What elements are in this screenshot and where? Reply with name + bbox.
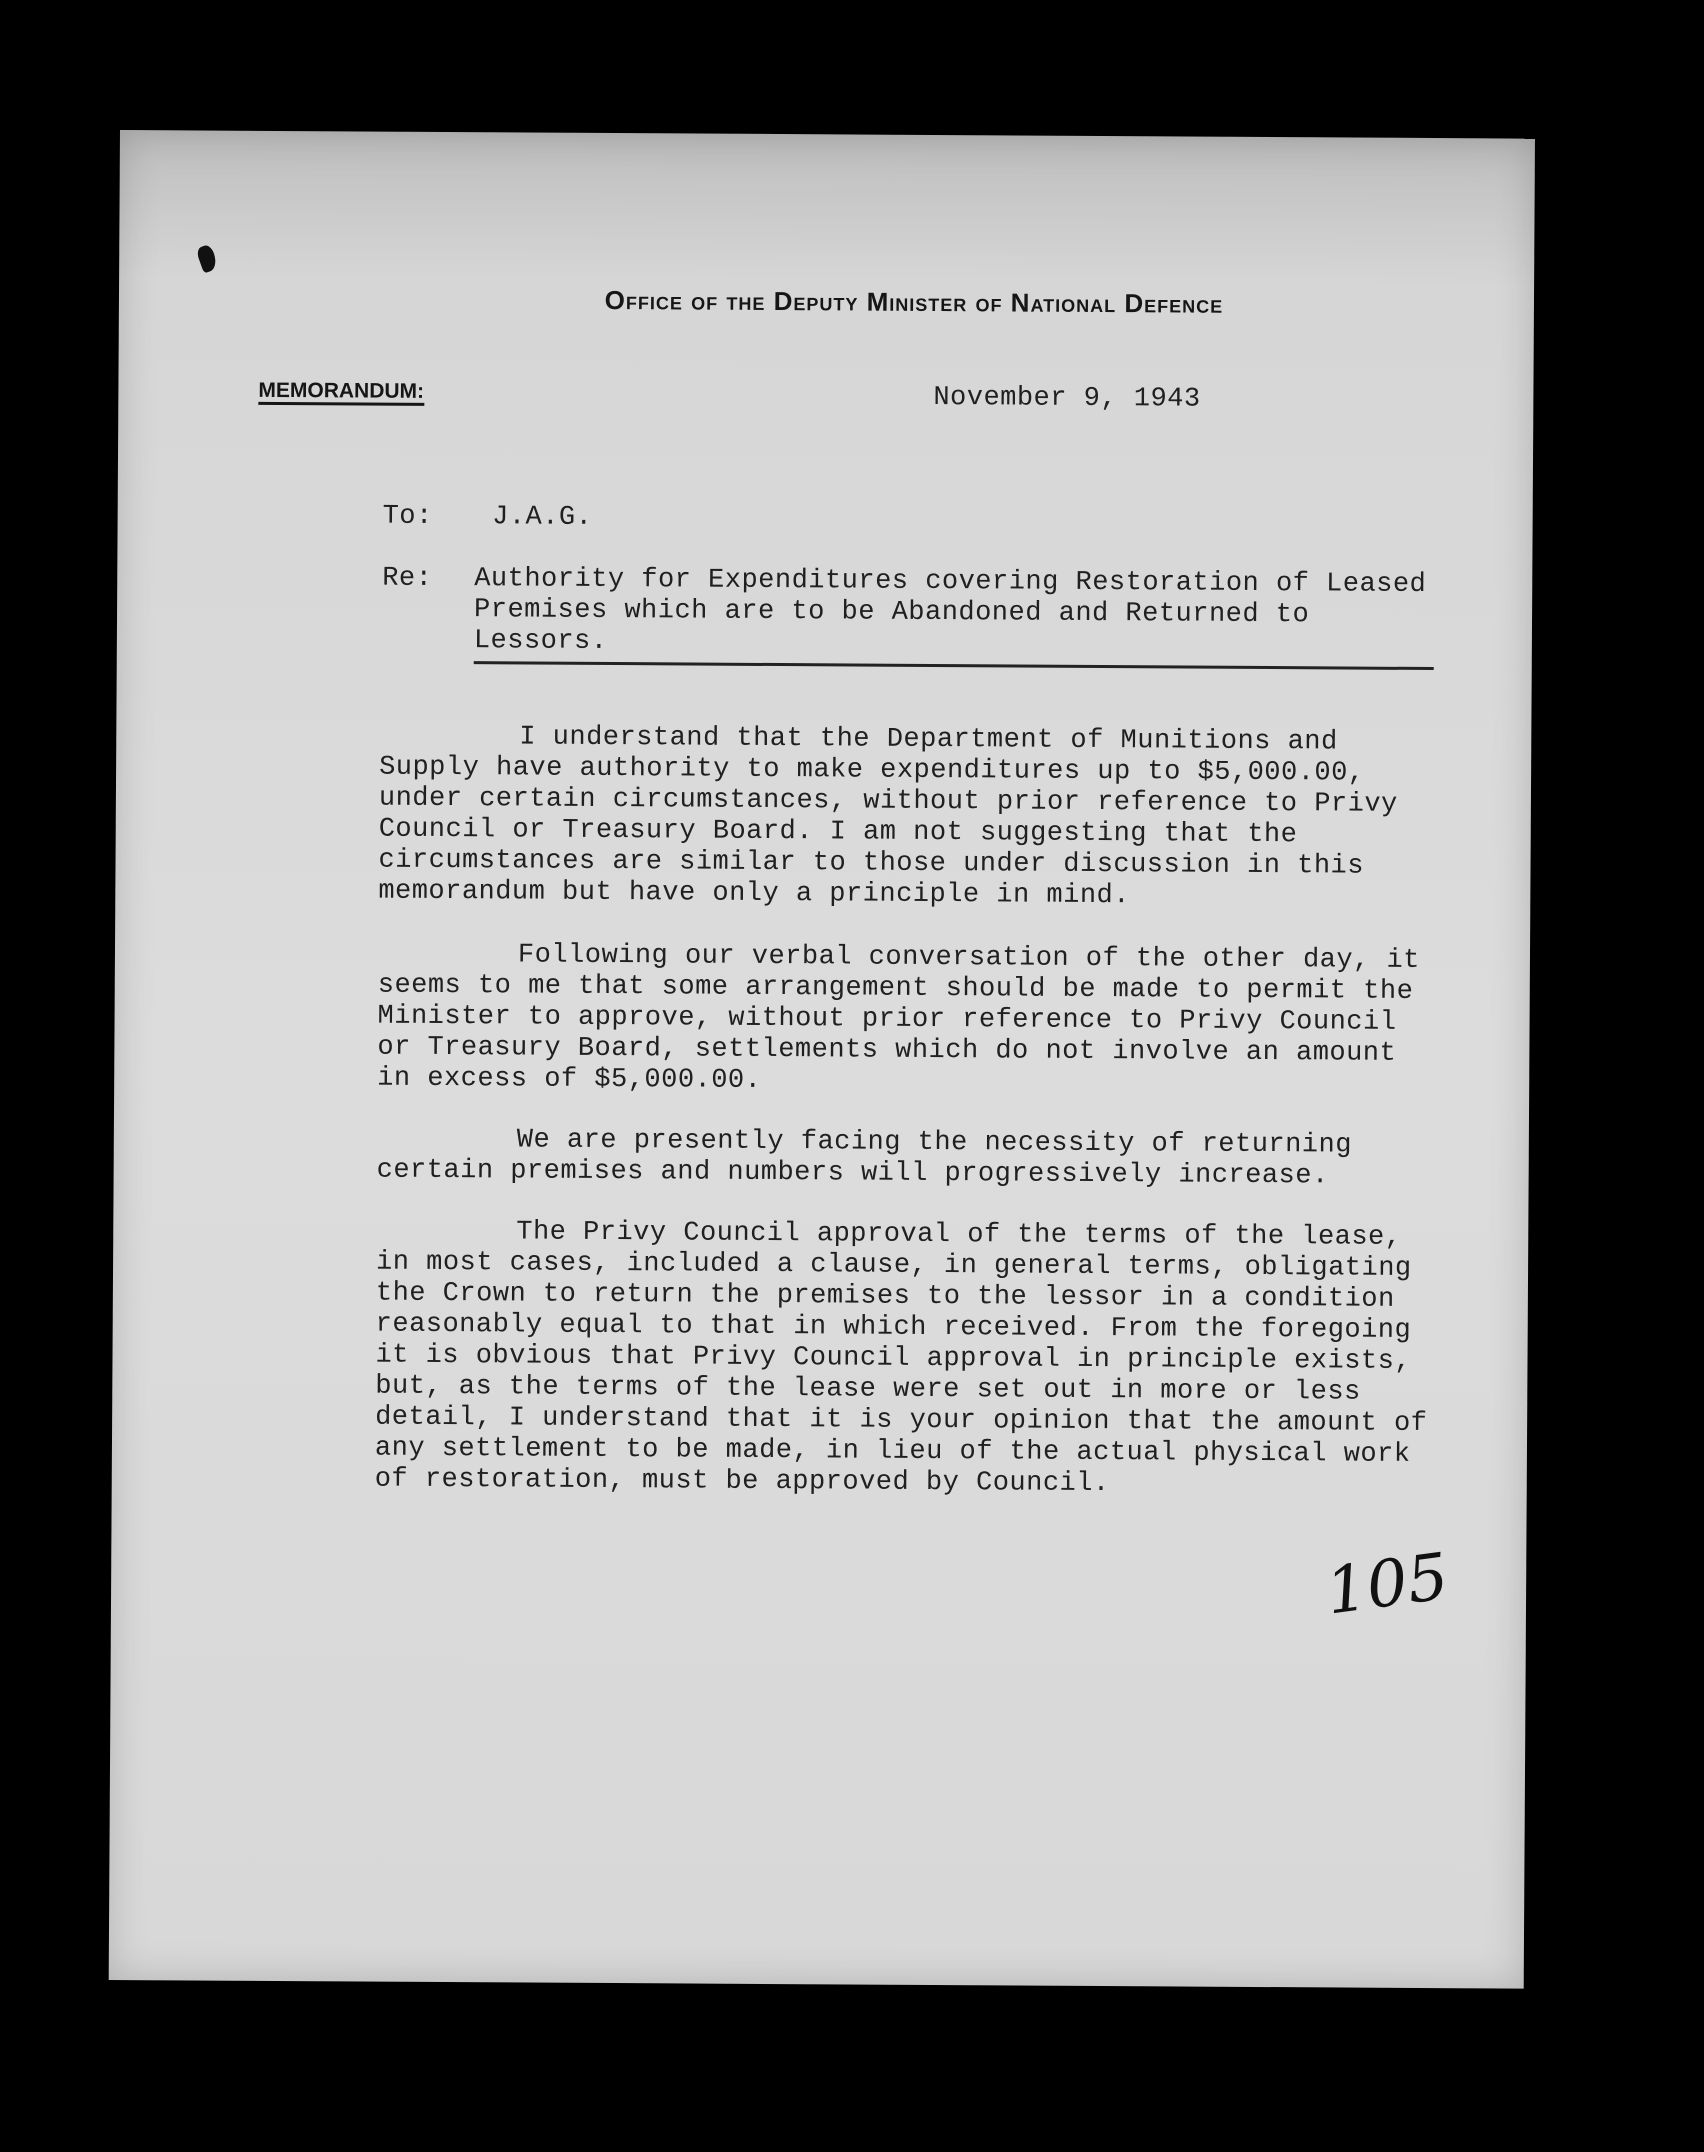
letterhead: Office of the Deputy Minister of National Defence bbox=[604, 284, 1224, 319]
to-recipient: J.A.G. bbox=[492, 502, 593, 533]
paragraph-4 bbox=[375, 1217, 1437, 1502]
paragraph-1-text: I understand that the Department of Munitions and Supply have authority to make expenditures up to $5,000.00, under certain circumstances, without prior reference to Privy Council or Treasury Board. I am not suggesting that the circumstances are similar to those under discussion in this memorandum but have only a principle in mind. bbox=[378, 722, 1398, 912]
paragraph-2 bbox=[377, 940, 1438, 1101]
handwritten-page-number: 105 bbox=[1321, 1539, 1453, 1630]
memorandum-label: MEMORANDUM: bbox=[258, 379, 424, 406]
paragraph-3 bbox=[377, 1125, 1437, 1193]
memo-date: November 9, 1943 bbox=[933, 382, 1201, 415]
paragraph-4-text: The Privy Council approval of the terms of the lease, in most cases, included a clause, in general terms, obligating the Crown to return the premises to the lessor in a condition reasonably equal to that in which received. From the foregoing it is obvious that Privy Council approval in principle exists, but, as the terms of the lease were set out in more or less detail, I understand that it is your opinion that the amount of any settlement to be made, in lieu of the actual physical work of restoration, must be approved by Council. bbox=[374, 1217, 1428, 1500]
subject-line bbox=[382, 564, 1435, 670]
paragraph-2-text: Following our verbal conversation of the other day, it seems to me that some arrangement should be made to permit the Minister to approve, without prior reference to Privy Council or Treasury Board, settlements which do not involve an amount in excess of $5,000.00. bbox=[377, 940, 1420, 1096]
to-label: To: bbox=[382, 501, 433, 532]
to-line bbox=[383, 502, 593, 533]
ink-mark bbox=[195, 244, 219, 274]
subject-text: Authority for Expenditures covering Restoration of Leased Premises which are to be Abandoned and Returned to Lessors. bbox=[474, 564, 1435, 670]
re-label: Re: bbox=[382, 563, 433, 594]
memo-page bbox=[109, 130, 1535, 1989]
paragraph-3-text: We are presently facing the necessity of returning certain premises and numbers will progressively increase. bbox=[376, 1125, 1353, 1192]
paragraph-1 bbox=[378, 722, 1439, 914]
